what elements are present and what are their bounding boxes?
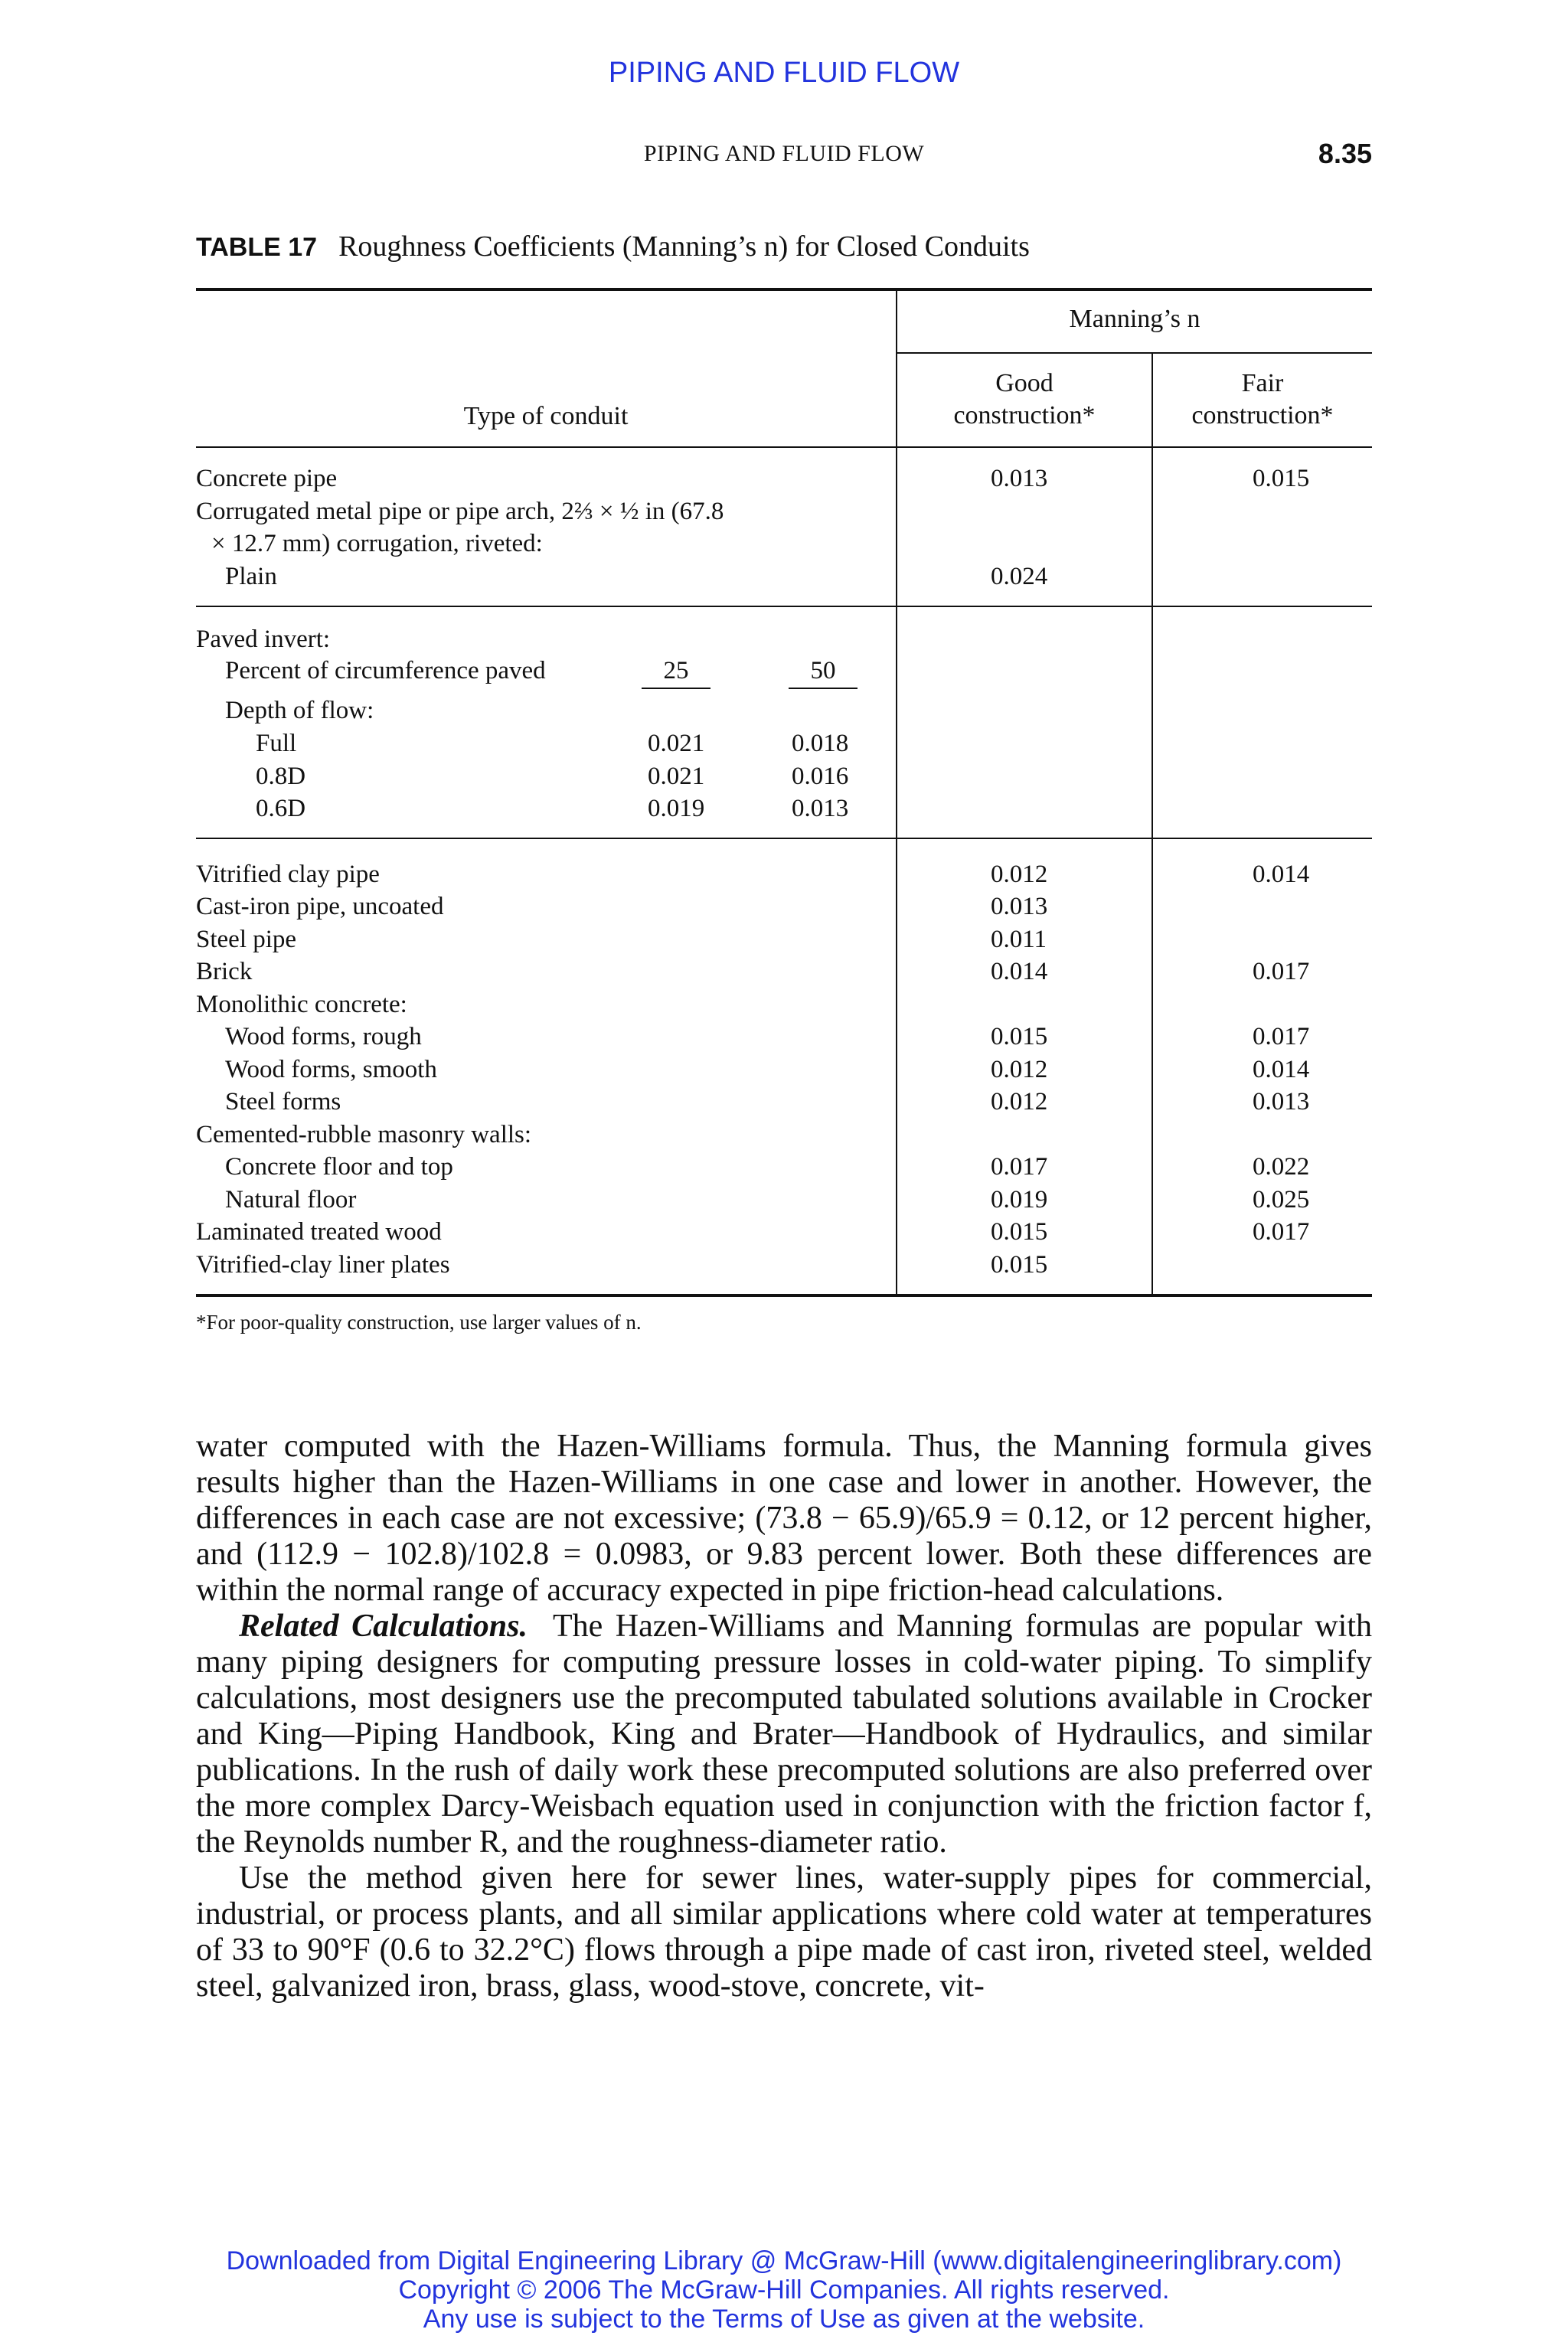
subcol-underline-50 [789,688,858,689]
table-cell-50: 0.013 [792,795,849,822]
table-cell-fair: 0.017 [1253,1023,1310,1050]
subcol-header-50: 50 [810,657,836,684]
col-header-fair-line2: construction* [1191,401,1334,430]
table-row-label: Cemented-rubble masonry walls: [196,1121,532,1148]
table-cell-50: 0.016 [792,763,849,790]
table-row-label: Full [256,730,297,757]
col-header-type-of-conduit: Type of conduit [463,402,629,430]
table-cell-good: 0.012 [991,1056,1048,1083]
download-footer-line1[interactable]: Downloaded from Digital Engineering Library @ McGraw-Hill (www.digitalengineeringlibrary.com) [226,2246,1342,2275]
table-cell-good: 0.019 [991,1186,1048,1214]
body-text [196,1429,1372,2004]
section2-bottom-rule [196,838,1372,839]
header-bottom-rule [196,446,1372,448]
table-row-label: × 12.7 mm) corrugation, riveted: [211,530,543,557]
paragraph [196,1609,1372,1860]
col-header-fair-line1: Fair [1241,369,1284,397]
running-head: PIPING AND FLUID FLOW [643,141,925,166]
section1-bottom-rule [196,606,1372,607]
table-row-label: Vitrified clay pipe [196,861,380,888]
group-header-rule [896,352,1372,354]
section-heading: Related Calculations. [239,1609,528,1644]
table-cell-fair: 0.017 [1253,1218,1310,1246]
table-cell-25: 0.019 [648,795,705,822]
subcol-underline-25 [642,688,710,689]
paragraph-text: The Hazen-Williams and Manning formulas are popular with many piping designers for computing pressure losses in cold-water piping. To simplify calculations, most designers use the precomputed tabulated solutions available in Crocker and King—Piping Handbook, King and Brater—Handbook of Hydraulics, and similar publications. In the rush of daily work these precomputed solutions are also preferred over the more complex Darcy-Weisbach equation used in conjunction with the friction factor f, the Reynolds number R, and the roughness-diameter ratio. [196,1609,1373,1860]
col-header-good-line1: Good [995,369,1054,397]
table-cell-good: 0.012 [991,1088,1048,1116]
table-cell-fair: 0.013 [1253,1088,1310,1116]
table-cell-good: 0.015 [991,1218,1048,1246]
source-link-header[interactable]: PIPING AND FLUID FLOW [608,57,960,89]
paragraph: water computed with the Hazen-Williams formula. Thus, the Manning formula gives results higher than the Hazen-Williams in one case and lower in another. However, the differences in each case are not excessive; (73.8 − 65.9)/65.9 = 0.12, or 12 percent higher, and (112.9 − 102.8)/102.8 = 0.0983, or 9.83 percent lower. Both these differences are within the normal range of accuracy expected in pipe friction-head calculations. [196,1429,1372,1608]
table-cell-fair: 0.014 [1253,861,1310,888]
table-cell-good: 0.011 [991,926,1047,953]
table-row-label: Concrete floor and top [225,1153,453,1181]
table-cell-fair: 0.022 [1253,1153,1310,1181]
table-row-label: Wood forms, smooth [225,1056,437,1083]
table-cell-good: 0.017 [991,1153,1048,1181]
table-row-label: Natural floor [225,1186,357,1214]
table-row-label: Percent of circumference paved [225,657,546,684]
col-header-manning-n: Manning’s n [1069,305,1200,333]
table-row-label: Plain [225,563,277,590]
table-cell-fair: 0.015 [1253,465,1310,492]
table-cell-50: 0.018 [792,730,849,757]
table-row-label: Wood forms, rough [225,1023,422,1050]
table-row-label: Monolithic concrete: [196,991,407,1018]
table-bottom-rule [196,1294,1372,1297]
table-cell-good: 0.014 [991,958,1048,985]
table-label: TABLE 17 [196,233,318,262]
table-row-label: Steel pipe [196,926,297,953]
copyright-footer-line[interactable]: Copyright © 2006 The McGraw-Hill Companies. All rights reserved. [398,2275,1170,2305]
table-cell-good: 0.015 [991,1023,1048,1050]
terms-footer-line[interactable]: Any use is subject to the Terms of Use as given at the website. [423,2305,1145,2334]
table-cell-good: 0.013 [991,893,1048,920]
table-row-label: Corrugated metal pipe or pipe arch, 2⅔ × ½ in (67.8 [196,498,724,525]
table-cell-fair: 0.025 [1253,1186,1310,1214]
column-divider-left [896,288,897,1295]
table-cell-good: 0.015 [991,1251,1048,1279]
table-cell-25: 0.021 [648,763,705,790]
table-row-label: Depth of flow: [225,697,374,724]
page-number: 8.35 [1318,138,1372,169]
table-row-label: 0.8D [256,763,306,790]
table-footnote: *For poor-quality construction, use larger values of n. [196,1311,642,1334]
table-cell-good: 0.012 [991,861,1048,888]
table-title: Roughness Coefficients (Manning’s n) for Closed Conduits [338,230,1030,263]
table-top-rule [196,288,1372,291]
col-header-good-line2: construction* [953,401,1096,430]
table-cell-25: 0.021 [648,730,705,757]
table-row-label: Steel forms [225,1088,341,1116]
table-cell-good: 0.024 [991,563,1048,590]
table-row-label: Vitrified-clay liner plates [196,1251,450,1279]
table-row-label: Cast-iron pipe, uncoated [196,893,444,920]
table-row-label: Brick [196,958,253,985]
table-cell-good: 0.013 [991,465,1048,492]
table-cell-fair: 0.014 [1253,1056,1310,1083]
table-row-label: Paved invert: [196,626,331,653]
table-row-label: 0.6D [256,795,306,822]
column-divider-right [1152,352,1153,1295]
table-cell-fair: 0.017 [1253,958,1310,985]
subcol-header-25: 25 [663,657,689,684]
table-row-label: Concrete pipe [196,465,338,492]
paragraph: Use the method given here for sewer lines, water-supply pipes for commercial, industrial, or process plants, and all similar applications where cold water at temperatures of 33 to 90°F (0.6 to 32.2°C) flows through a pipe made of cast iron, riveted steel, welded steel, galvanized iron, brass, glass, wood-stove, concrete, vit- [196,1860,1372,2004]
table-row-label: Laminated treated wood [196,1218,442,1246]
